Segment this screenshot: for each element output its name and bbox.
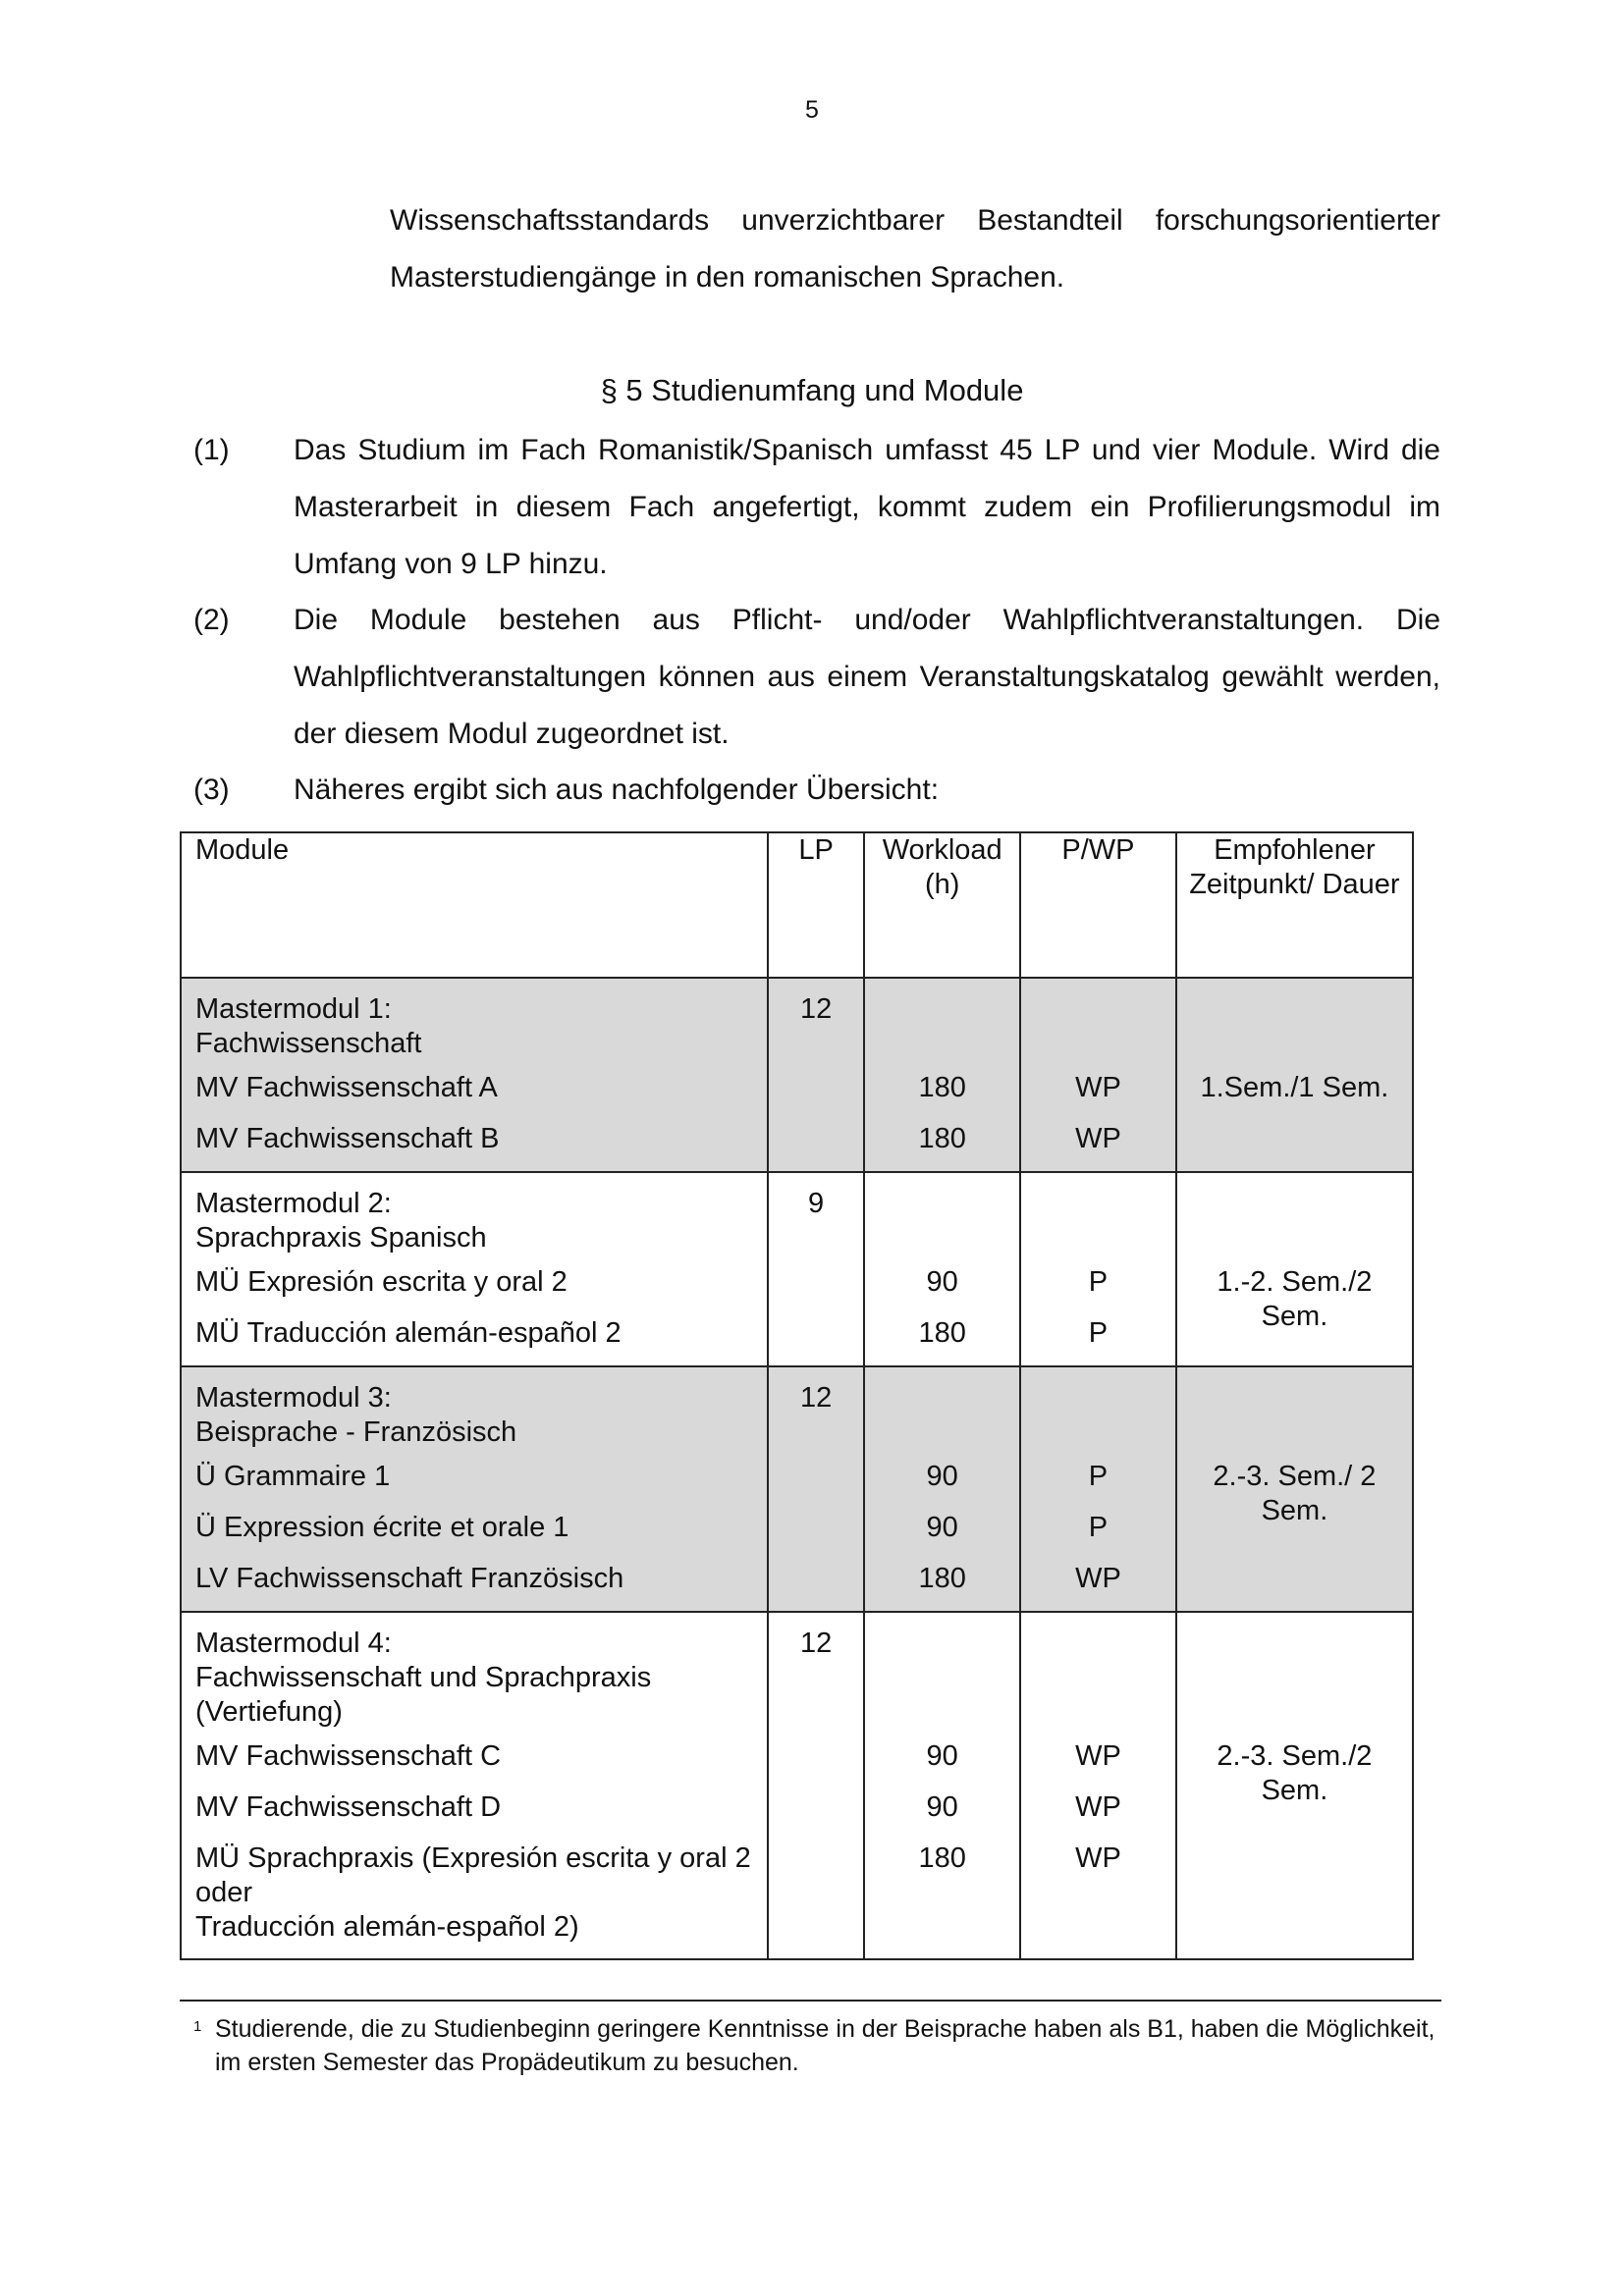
intro-word: forschungsorientierter <box>1155 204 1440 237</box>
footnote-mark: 1 <box>193 2018 202 2035</box>
zeitpunkt-value-line2: Sem. <box>1261 1495 1328 1526</box>
module-title-line2: Fachwissenschaft und Sprachpraxis <box>195 1662 652 1693</box>
section-heading: § 5 Studienumfang und Module <box>600 373 1024 407</box>
intro-word: Bestandteil <box>977 204 1123 237</box>
lp-value: 12 <box>799 993 833 1025</box>
module-cell <box>181 1366 768 1612</box>
zeitpunkt-value-line1: 2.-3. Sem./ 2 <box>1213 1461 1377 1492</box>
header-workload <box>864 832 1020 978</box>
pwp-cell <box>1020 1612 1176 1959</box>
intro-line-2: Masterstudiengänge in den romanischen Sprachen. <box>390 261 1065 294</box>
header-pwp: P/WP <box>1020 832 1176 978</box>
zeitpunkt-cell <box>1176 1612 1413 1959</box>
header-zeitpunkt-line2: Zeitpunkt/ Dauer <box>1189 869 1400 900</box>
workload-cell <box>864 1366 1020 1612</box>
paragraph-text: Die Module bestehen aus Pflicht- und/oder Wahlpflichtveranstaltungen. Die Wahlpflichtveranstaltungen können aus einem Veranstaltungskatalog gewählt werden, der diesem Modul zugeordnet ist. <box>294 604 1440 750</box>
workload-cell <box>864 978 1020 1172</box>
zeitpunkt-cell <box>1176 1366 1413 1612</box>
module-title-line3: (Vertiefung) <box>195 1696 343 1728</box>
paragraph-3 <box>193 762 1440 819</box>
pwp-value: P <box>1088 1266 1109 1298</box>
table-row-module-1 <box>181 978 1413 1172</box>
pwp-value: WP <box>1075 1740 1121 1772</box>
course-name-line2: Traducción alemán-español 2) <box>195 1911 579 1943</box>
module-title <box>195 992 753 1061</box>
zeitpunkt-cell <box>1176 978 1413 1172</box>
page-number: 5 <box>805 96 819 124</box>
pwp-value: WP <box>1075 1072 1121 1103</box>
footnote <box>193 2012 1440 2079</box>
paragraph-number: (2) <box>193 604 230 636</box>
workload-value: 90 <box>926 1266 958 1298</box>
module-title <box>195 1627 753 1730</box>
header-workload-line2: (h) <box>924 869 960 900</box>
course-name: LV Fachwissenschaft Französisch <box>195 1563 624 1594</box>
pwp-cell <box>1020 978 1176 1172</box>
module-title-line2: Fachwissenschaft <box>195 1028 422 1059</box>
module-title-line1: Mastermodul 3: <box>195 1382 392 1414</box>
lp-cell <box>768 1612 864 1959</box>
pwp-value: WP <box>1075 1791 1121 1823</box>
workload-value: 90 <box>926 1740 958 1772</box>
paragraph-text: Näheres ergibt sich aus nachfolgender Übersicht: <box>294 774 940 806</box>
course-name: MÜ Traducción alemán-español 2 <box>195 1317 622 1349</box>
header-zeitpunkt-line1: Empfohlener <box>1214 834 1376 866</box>
module-cell <box>181 978 768 1172</box>
workload-cell <box>864 1172 1020 1366</box>
module-cell <box>181 1172 768 1366</box>
lp-value: 12 <box>799 1382 833 1414</box>
intro-line-1 <box>390 192 1440 249</box>
paragraph-text: Das Studium im Fach Romanistik/Spanisch umfasst 45 LP und vier Module. Wird die Masterarbeit in diesem Fach angefertigt, kommt zudem ein Profilierungsmodul im Umfang von 9 LP hinzu. <box>294 434 1440 580</box>
paragraph-1 <box>193 422 1440 593</box>
zeitpunkt-value: 2.-3. Sem./2 Sem. <box>1217 1740 1373 1806</box>
course-name: MV Fachwissenschaft B <box>195 1123 500 1154</box>
pwp-value: WP <box>1075 1563 1121 1594</box>
table-header-row <box>181 832 1413 978</box>
workload-cell <box>864 1612 1020 1959</box>
header-zeitpunkt <box>1176 832 1413 978</box>
module-title-line1: Mastermodul 1: <box>195 993 392 1025</box>
module-title-line2: Sprachpraxis Spanisch <box>195 1222 487 1254</box>
module-overview-table <box>180 831 1414 1960</box>
course-name: MV Fachwissenschaft C <box>195 1740 502 1772</box>
pwp-value: P <box>1088 1512 1109 1543</box>
intro-word: Wissenschaftsstandards <box>390 204 710 237</box>
pwp-value: WP <box>1075 1123 1121 1154</box>
module-title-line1: Mastermodul 2: <box>195 1188 392 1219</box>
intro-word: unverzichtbarer <box>741 204 946 237</box>
zeitpunkt-cell <box>1176 1172 1413 1366</box>
table-row-module-3 <box>181 1366 1413 1612</box>
pwp-value: P <box>1088 1317 1109 1349</box>
module-title <box>195 1187 753 1255</box>
module-title <box>195 1381 753 1450</box>
workload-value: 90 <box>926 1461 958 1492</box>
pwp-value: P <box>1088 1461 1109 1492</box>
pwp-cell <box>1020 1366 1176 1612</box>
header-lp: LP <box>768 832 864 978</box>
zeitpunkt-value: 1.Sem./1 Sem. <box>1200 1072 1389 1103</box>
workload-value: 180 <box>918 1842 966 1874</box>
lp-cell <box>768 1366 864 1612</box>
table-row-module-2 <box>181 1172 1413 1366</box>
header-workload-line1: Workload <box>882 834 1002 866</box>
course-name-line1: MÜ Sprachpraxis (Expresión escrita y oral 2 oder <box>195 1842 751 1908</box>
module-title-line1: Mastermodul 4: <box>195 1628 392 1659</box>
course-name <box>195 1842 753 1945</box>
course-name: MÜ Expresión escrita y oral 2 <box>195 1266 568 1298</box>
workload-value: 90 <box>926 1791 958 1823</box>
workload-value: 180 <box>918 1123 966 1154</box>
lp-cell <box>768 978 864 1172</box>
course-name: MV Fachwissenschaft A <box>195 1072 498 1103</box>
module-title-line2: Beisprache - Französisch <box>195 1416 517 1448</box>
lp-cell <box>768 1172 864 1366</box>
lp-value: 12 <box>799 1628 833 1659</box>
workload-value: 180 <box>918 1563 966 1594</box>
pwp-cell <box>1020 1172 1176 1366</box>
lp-value: 9 <box>808 1188 825 1219</box>
course-name: Ü Expression écrite et orale 1 <box>195 1512 569 1543</box>
footnote-text: Studierende, die zu Studienbeginn geringere Kenntnisse in der Beisprache haben als B1, haben die Möglichkeit, im ersten Semester das Propädeutikum zu besuchen. <box>215 2015 1435 2076</box>
workload-value: 180 <box>918 1317 966 1349</box>
course-name: Ü Grammaire 1 <box>195 1461 391 1492</box>
workload-value: 90 <box>926 1512 958 1543</box>
footnote-divider <box>180 2000 1441 2002</box>
paragraph-2 <box>193 592 1440 763</box>
pwp-value: WP <box>1075 1842 1121 1874</box>
header-module: Module <box>181 832 768 978</box>
course-name: MV Fachwissenschaft D <box>195 1791 502 1823</box>
workload-value: 180 <box>918 1072 966 1103</box>
module-cell <box>181 1612 768 1959</box>
paragraph-number: (1) <box>193 434 230 466</box>
zeitpunkt-value: 1.-2. Sem./2 Sem. <box>1217 1266 1373 1332</box>
paragraph-number: (3) <box>193 774 230 806</box>
table-row-module-4 <box>181 1612 1413 1959</box>
intro-paragraph <box>390 192 1440 306</box>
